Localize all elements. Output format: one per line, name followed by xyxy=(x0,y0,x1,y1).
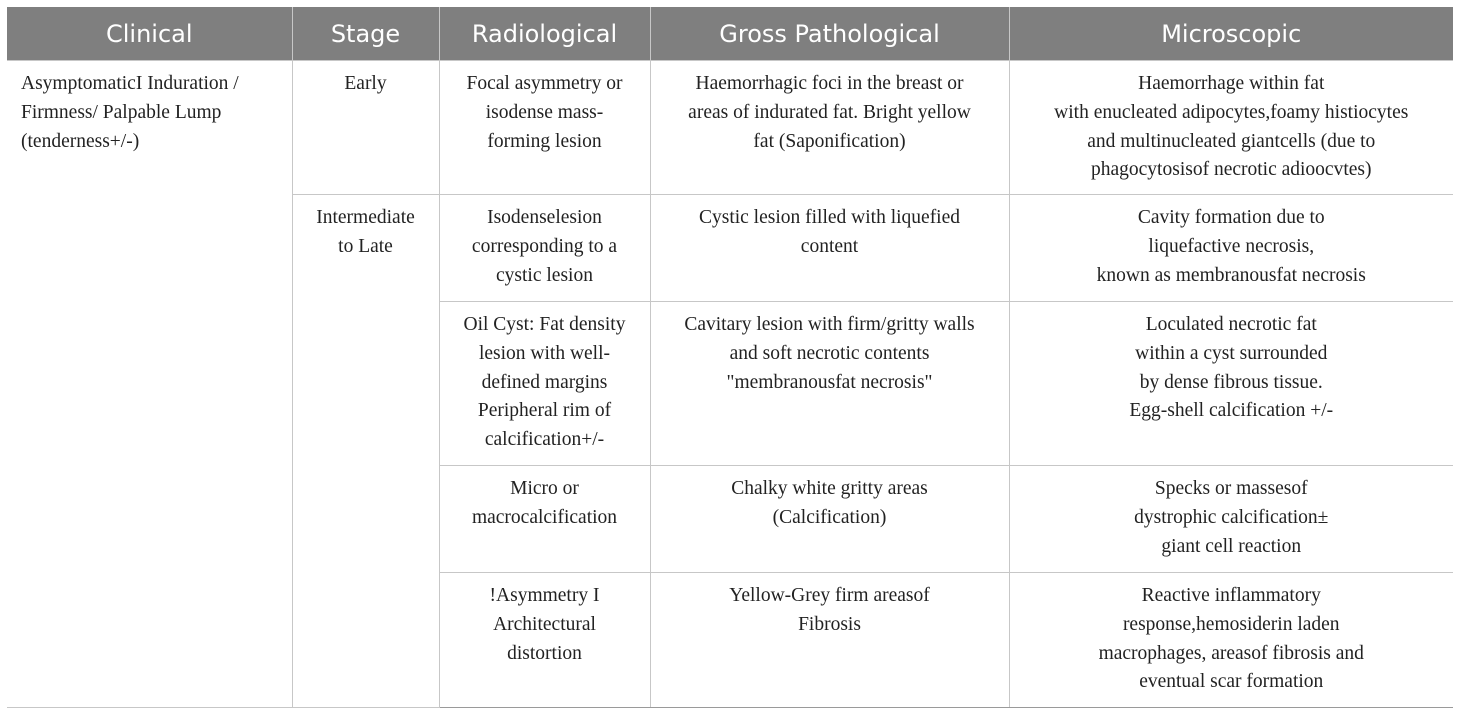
gross-cell: Yellow-Grey firm areasof Fibrosis xyxy=(650,573,1009,708)
radiological-cell: Focal asymmetry or isodense mass- forming lesion xyxy=(439,61,650,195)
header-stage: Stage xyxy=(292,7,439,61)
microscopic-cell: Haemorrhage within fat with enucleated adipocytes,foamy histiocytes and multinucleated giantcells (due to phagocytosisof necrotic adioocvtes) xyxy=(1009,61,1453,195)
table-row xyxy=(7,61,1453,195)
radiological-cell: Isodenselesion corresponding to a cystic lesion xyxy=(439,195,650,302)
header-microscopic: Microscopic xyxy=(1009,7,1453,61)
microscopic-cell: Specks or massesof dystrophic calcification± giant cell reaction xyxy=(1009,466,1453,573)
gross-cell: Chalky white gritty areas (Calcification) xyxy=(650,466,1009,573)
radiological-cell: !Asymmetry I Architectural distortion xyxy=(439,573,650,708)
microscopic-cell: Cavity formation due to liquefactive necrosis, known as membranousfat necrosis xyxy=(1009,195,1453,302)
header-clinical: Clinical xyxy=(7,7,292,61)
header-row xyxy=(7,7,1453,61)
header-radiological: Radiological xyxy=(439,7,650,61)
gross-cell: Cavitary lesion with firm/gritty walls and soft necrotic contents "membranousfat necrosis" xyxy=(650,302,1009,466)
stage-early-cell: Early xyxy=(292,61,439,195)
stage-late-cell: Intermediate to Late xyxy=(292,195,439,708)
microscopic-cell: Reactive inflammatory response,hemosiderin laden macrophages, areasof fibrosis and eventual scar formation xyxy=(1009,573,1453,708)
radiological-cell: Micro or macrocalcification xyxy=(439,466,650,573)
clinical-cell: AsymptomaticI Induration / Firmness/ Palpable Lump (tenderness+/-) xyxy=(7,61,292,708)
radiological-cell: Oil Cyst: Fat density lesion with well- defined margins Peripheral rim of calcification+/- xyxy=(439,302,650,466)
gross-cell: Cystic lesion filled with liquefied content xyxy=(650,195,1009,302)
pathology-table xyxy=(7,7,1453,708)
gross-cell: Haemorrhagic foci in the breast or areas of indurated fat. Bright yellow fat (Saponification) xyxy=(650,61,1009,195)
microscopic-cell: Loculated necrotic fat within a cyst surrounded by dense fibrous tissue. Egg-shell calcification +/- xyxy=(1009,302,1453,466)
header-gross-pathological: Gross Pathological xyxy=(650,7,1009,61)
